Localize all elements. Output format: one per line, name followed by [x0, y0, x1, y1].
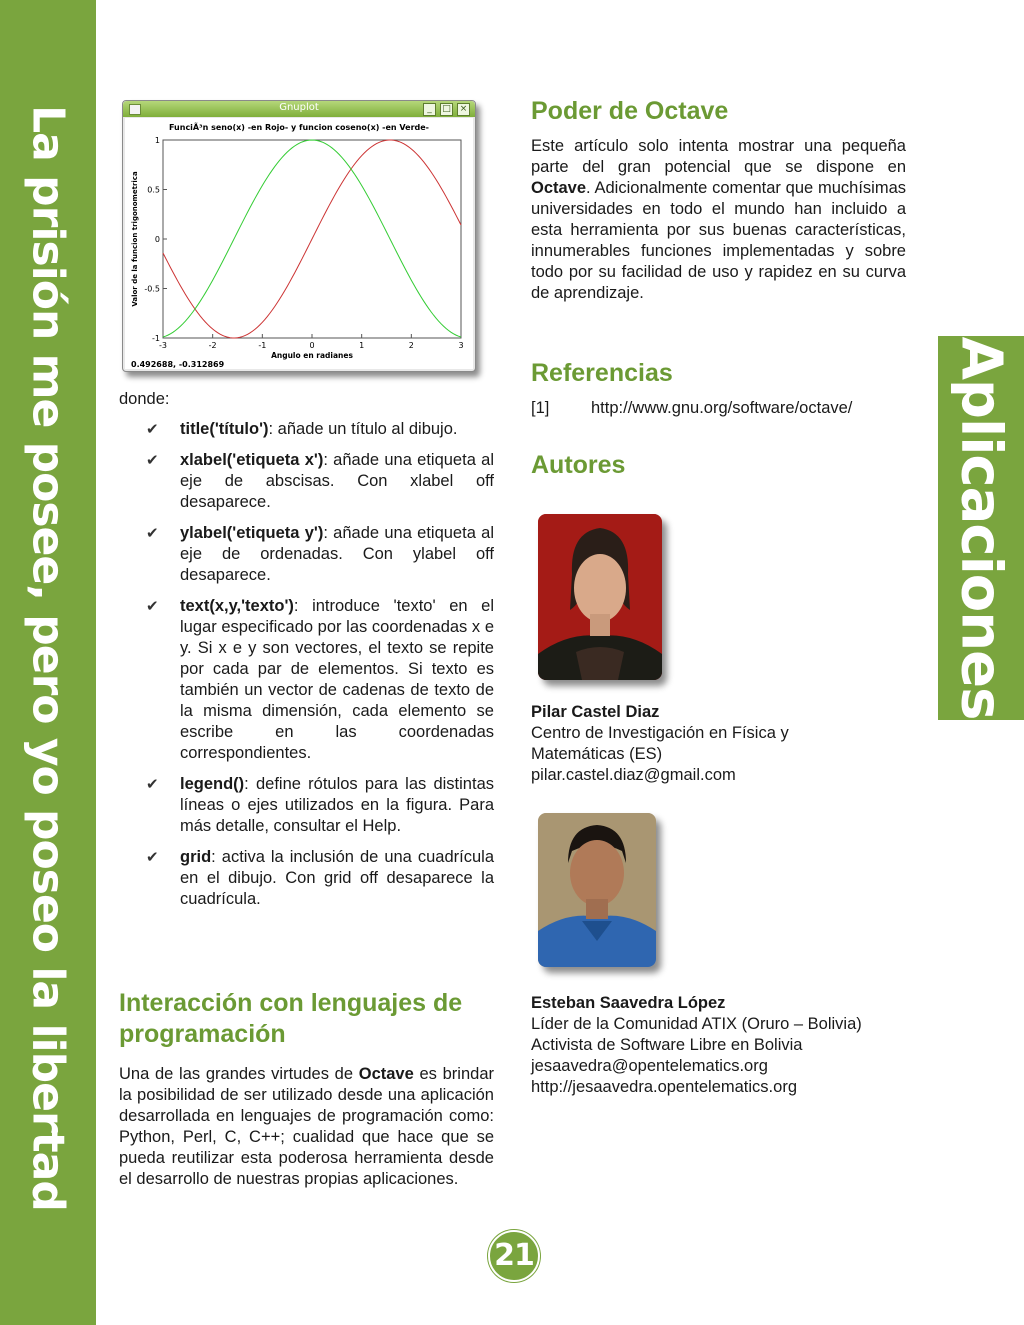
list-item: [140, 419, 494, 440]
x-tick-label: -1: [258, 341, 267, 350]
section-interaccion: [119, 988, 494, 1190]
function-term: title('título'): [180, 420, 269, 438]
author-photo-pilar: [538, 514, 662, 680]
section-tab: [938, 336, 1024, 720]
close-icon: ×: [457, 103, 470, 116]
reference-item: [531, 398, 906, 419]
text: Una de las grandes virtudes de: [119, 1065, 359, 1083]
checkmark-icon: ✔: [146, 421, 159, 438]
heading-interaccion: Interacción con lenguajes de programación: [119, 989, 463, 1048]
plot-title: FunciÃ³n seno(x) -en Rojo- y funcion coseno(x) -en Verde-: [168, 123, 430, 132]
author-pilar: [531, 702, 789, 786]
y-tick-label: 0.5: [147, 185, 160, 195]
maximize-icon: □: [440, 103, 453, 116]
function-description: : activa la inclusión de una cuadrícula en el dibujo. Con grid off desaparece la cuadrícula.: [180, 848, 494, 908]
x-tick-label: 2: [408, 341, 414, 350]
cursor-status: 0.492688, -0.312869: [131, 360, 225, 369]
function-term: xlabel('etiqueta x'): [180, 451, 324, 469]
paragraph-poder: [531, 136, 906, 304]
plot-xlabel: Angulo en radianes: [271, 351, 353, 360]
heading-referencias: Referencias: [531, 359, 673, 387]
x-tick-label: -2: [208, 341, 217, 350]
octave-bold: Octave: [531, 179, 587, 197]
author-name: Esteban Saavedra López: [531, 994, 726, 1012]
function-list: [140, 419, 494, 920]
function-description: : añade una etiqueta al eje de abscisas. Con xlabel off desaparece.: [180, 451, 494, 511]
checkmark-icon: ✔: [146, 776, 159, 793]
function-description: : introduce 'texto' en el lugar especificado por las coordenadas x e y. Si x e y son vectores, el texto se repite por cada par de elementos. Si texto es también un vector de cadenas de texto de la misma dimensión, cada elemento se escribe en las coordenadas correspondientes.: [180, 597, 494, 762]
section-autores: [531, 450, 906, 481]
gnuplot-titlebar: [123, 101, 475, 117]
minimize-icon: _: [423, 103, 436, 116]
left-banner-text: La prisión me posee, pero yo poseo la libertad: [22, 105, 74, 1211]
x-tick-label: 1: [359, 341, 365, 350]
function-term: grid: [180, 848, 212, 866]
author-affiliation: Activista de Software Libre en Bolivia: [531, 1036, 803, 1054]
page-number: 21: [494, 1238, 534, 1273]
text: . Adicionalmente comentar que muchísimas universidades en todo el mundo han incluido a esta herramienta por sus buenas características, innumerables funciones implementadas y sobre todo por su facilidad de uso y rapidez en su curva de aprendizaje.: [531, 179, 906, 302]
gnuplot-window-title: Gnuplot: [279, 102, 319, 113]
list-item: [140, 596, 494, 764]
list-item: [140, 523, 494, 586]
author-photo-esteban: [538, 813, 656, 967]
gnuplot-window: [122, 100, 476, 372]
y-tick-label: -1: [152, 334, 160, 343]
x-tick-label: -3: [159, 341, 167, 350]
reference-link[interactable]: http://www.gnu.org/software/octave/: [591, 399, 853, 417]
author-affiliation: Matemáticas (ES): [531, 745, 663, 763]
list-item: [140, 450, 494, 513]
text: es brindar la posibilidad de ser utilizado desde una aplicación desarrollada en lenguajes de programación como: Python, Perl, C, C++; cualidad que hace que se pueda reutilizar esta poderosa herramienta desde el desarrollo de nuestras propias aplicaciones.: [119, 1065, 494, 1188]
checkmark-icon: ✔: [146, 525, 159, 542]
octave-bold: Octave: [358, 1065, 414, 1083]
author-email[interactable]: pilar.castel.diaz@gmail.com: [531, 766, 736, 784]
section-poder: [531, 96, 906, 304]
y-tick-label: -0.5: [144, 284, 160, 294]
function-description: : define rótulos para las distintas líneas o ejes utilizados en la figura. Para más detalle, consultar el Help.: [180, 775, 494, 835]
author-esteban: [531, 993, 862, 1098]
section-tab-text: Aplicaciones: [948, 336, 1014, 720]
author-affiliation: Centro de Investigación en Física y: [531, 724, 789, 742]
gnuplot-plot-area: [125, 118, 473, 369]
list-item: [140, 847, 494, 910]
list-item: [140, 774, 494, 837]
reference-number: [1]: [531, 399, 550, 417]
heading-autores: Autores: [531, 451, 626, 479]
sin-curve: [163, 140, 461, 338]
author-affiliation: Líder de la Comunidad ATIX (Oruro – Bolivia): [531, 1015, 862, 1033]
left-side-banner: [0, 0, 96, 1325]
function-description: : añade una etiqueta al eje de ordenadas. Con ylabel off desaparece.: [180, 524, 494, 584]
checkmark-icon: ✔: [146, 849, 159, 866]
function-term: ylabel('etiqueta y'): [180, 524, 324, 542]
function-term: legend(): [180, 775, 245, 793]
page-number-badge: [488, 1230, 540, 1282]
author-name: Pilar Castel Diaz: [531, 703, 660, 721]
x-tick-label: 3: [458, 341, 464, 350]
section-referencias: [531, 358, 906, 419]
y-tick-label: 1: [154, 136, 160, 145]
checkmark-icon: ✔: [146, 598, 159, 615]
function-description: : añade un título al dibujo.: [268, 420, 458, 438]
text: Este artículo solo intenta mostrar una pequeña parte del gran potencial que se dispone en: [531, 137, 906, 176]
y-tick-label: 0: [154, 235, 160, 244]
author-email[interactable]: jesaavedra@opentelematics.org: [531, 1057, 768, 1075]
paragraph-interaccion: [119, 1064, 494, 1190]
author-website[interactable]: http://jesaavedra.opentelematics.org: [531, 1078, 797, 1096]
function-term: text(x,y,'texto'): [180, 597, 294, 615]
trig-plot: [125, 118, 473, 369]
plot-ylabel: Valor de la funcion trigonometrica: [131, 171, 139, 307]
x-tick-label: 0: [309, 341, 315, 350]
checkmark-icon: ✔: [146, 452, 159, 469]
donde-label: donde:: [119, 390, 170, 408]
heading-poder: Poder de Octave: [531, 97, 729, 125]
